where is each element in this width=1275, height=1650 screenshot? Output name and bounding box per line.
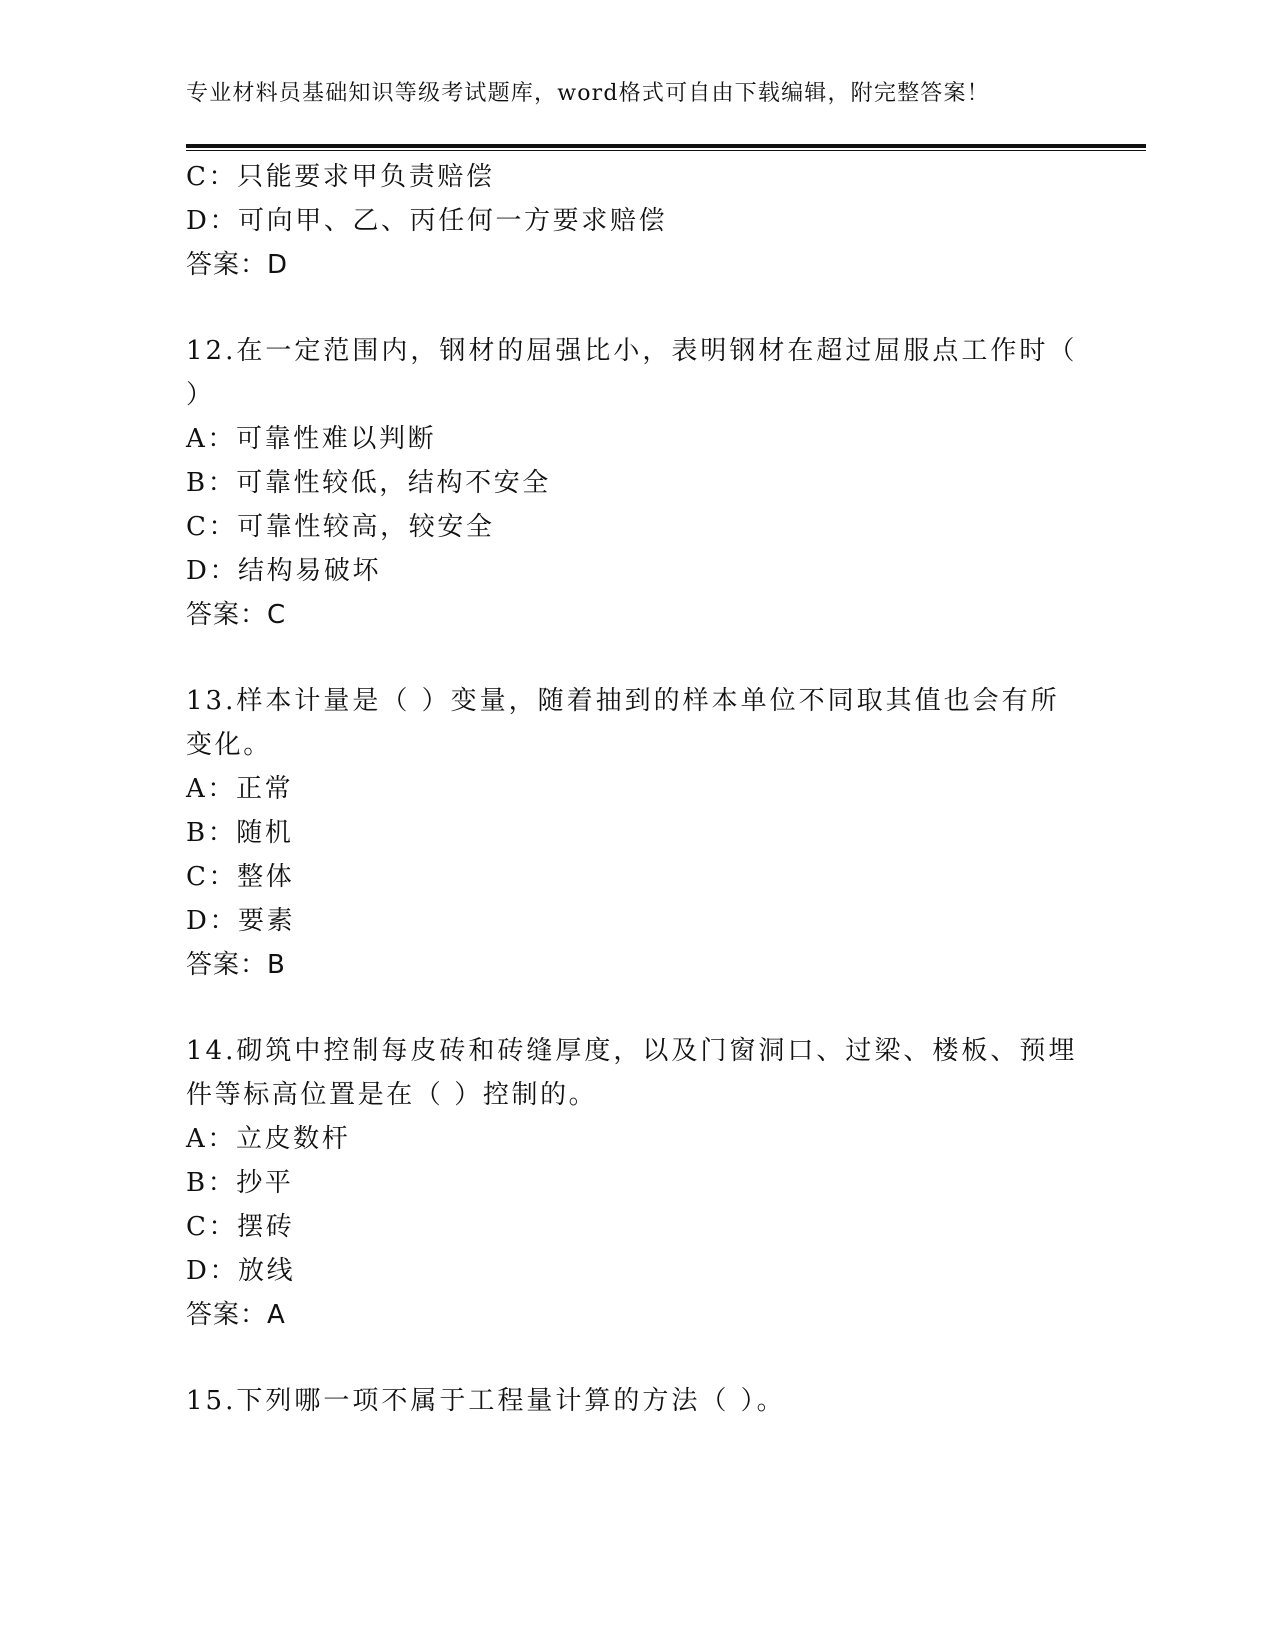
q12-text-line2: ） xyxy=(186,380,215,410)
q13-option-a: A：正常 xyxy=(186,774,294,804)
q15-text-line1: 15.下列哪一项不属于工程量计算的方法（ ）。 xyxy=(186,1386,786,1416)
q12-text-line1: 12.在一定范围内，钢材的屈强比小，表明钢材在超过屈服点工作时（ xyxy=(186,336,1078,366)
q14-option-a: A：立皮数杆 xyxy=(186,1124,351,1154)
q14-text-line2: 件等标高位置是在（ ）控制的。 xyxy=(186,1080,598,1110)
q13-text-line2: 变化。 xyxy=(186,730,272,760)
q13-option-c: C：整体 xyxy=(186,862,295,892)
q14-option-c: C：摆砖 xyxy=(186,1212,295,1242)
q13-answer: 答案：B xyxy=(186,950,286,980)
q12-option-c: C：可靠性较高，较安全 xyxy=(186,512,495,542)
q12-option-a: A：可靠性难以判断 xyxy=(186,424,437,454)
header-divider-thin xyxy=(186,150,1146,151)
q12-answer: 答案：C xyxy=(186,600,287,630)
prev-answer: 答案：D xyxy=(186,250,289,280)
q13-option-b: B：随机 xyxy=(186,818,294,848)
q14-option-d: D：放线 xyxy=(186,1256,296,1286)
page-header: 专业材料员基础知识等级考试题库，word格式可自由下载编辑，附完整答案！ xyxy=(186,81,990,106)
q12-option-b: B：可靠性较低，结构不安全 xyxy=(186,468,551,498)
q14-answer: 答案：A xyxy=(186,1300,286,1330)
q14-text-line1: 14.砌筑中控制每皮砖和砖缝厚度，以及门窗洞口、过梁、楼板、预埋 xyxy=(186,1036,1078,1066)
q12-option-d: D：结构易破坏 xyxy=(186,556,382,586)
header-divider-thick xyxy=(186,144,1146,148)
q13-option-d: D：要素 xyxy=(186,906,296,936)
q13-text-line1: 13.样本计量是（ ）变量，随着抽到的样本单位不同取其值也会有所 xyxy=(186,686,1060,716)
prev-option-c: C：只能要求甲负责赔偿 xyxy=(186,162,495,192)
q14-option-b: B：抄平 xyxy=(186,1168,294,1198)
prev-option-d: D：可向甲、乙、丙任何一方要求赔偿 xyxy=(186,206,668,236)
